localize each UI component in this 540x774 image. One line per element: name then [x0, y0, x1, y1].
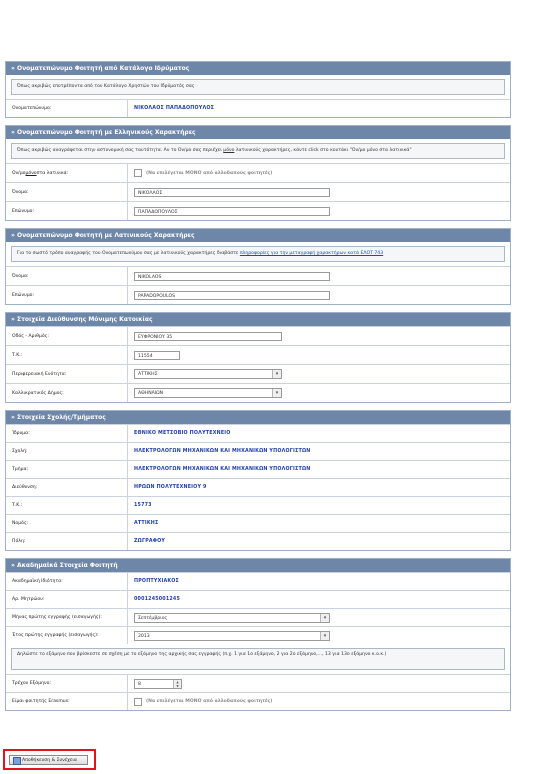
floppy-disk-icon [13, 757, 21, 765]
section-greek-name [5, 125, 511, 221]
section-latin-name [5, 228, 511, 305]
school-address-value: ΗΡΩΩΝ ΠΟΛΥΤΕΧΝΕΙΟΥ 9 [134, 485, 207, 490]
erasmus-note: (Να επιλέγεται ΜΟΝΟ από αλλοδαπούς φοιτητές) [146, 699, 273, 704]
field-label: Τ.Κ.: [6, 346, 128, 364]
region-select[interactable]: ΑΤΤΙΚΗΣ ▾ [134, 369, 282, 379]
elot-info-link[interactable]: πληροφορίες για την μεταγραφή χαρακτήρων κατά ΕΛΟΤ 743 [239, 251, 384, 256]
student-form [5, 61, 511, 718]
faculty-value: ΗΛΕΚΤΡΟΛΟΓΩΝ ΜΗΧΑΝΙΚΩΝ ΚΑΙ ΜΗΧΑΝΙΚΩΝ ΥΠΟΛΟΓΙΣΤΩΝ [134, 449, 311, 454]
section-title: » Ονοματεπώνυμο Φοιτητή με Λατινικούς Χαρακτήρες [6, 229, 510, 242]
form-row-register [6, 590, 510, 608]
field-label: Μήνας πρώτης εγγραφής (εισαγωγής): [6, 609, 128, 626]
notice: Όπως ακριβώς αναγράφεται στην αστυνομική σας ταυτότητα. Αν το Ον/μο σας περιέχει μόνο λατινικούς χαρακτήρες, κάντε click στο κουτάκι "Ον/μο μόνο στα λατινικά" [11, 143, 505, 159]
field-label: Καλλικρατικός Δήμος: [6, 384, 128, 402]
form-row-semester [6, 674, 510, 692]
form-row-year [6, 626, 510, 644]
section-academic [5, 558, 511, 711]
form-row-latin-only [6, 163, 510, 182]
street-input[interactable]: ΕΥΦΡΟΝΙΟΥ 35 [134, 332, 282, 341]
field-label: Αρ. Μητρώου: [6, 591, 128, 608]
latin-first-name-input[interactable]: NIKOLAOS [134, 272, 330, 281]
form-row-institution [6, 424, 510, 442]
field-label: Πόλη: [6, 533, 128, 550]
form-row-zip [6, 345, 510, 364]
notice: Όπως ακριβώς εποτρέποντα από τον Κατάλογο Χρηστών του Ιδρύματός σας [11, 79, 505, 95]
field-label: Ίδρυμα: [6, 425, 128, 442]
chevron-down-icon[interactable]: ▾ [320, 614, 329, 622]
chevron-down-icon[interactable]: ▾ [320, 632, 329, 640]
status-value: ΠΡΟΠΤΥΧΙΑΚΟΣ [134, 579, 180, 584]
field-label: Όνομα: [6, 267, 128, 285]
field-label: Διεύθυνση: [6, 479, 128, 496]
school-zip-value: 15773 [134, 503, 152, 508]
spinner-arrows-icon[interactable]: ▲ ▼ [173, 680, 181, 688]
field-label: Ον/μο μόνο στα λατινικά: [6, 164, 128, 182]
section-title: » Ονοματεπώνυμο Φοιτητή με Ελληνικούς Χαρακτήρες [6, 126, 510, 139]
fullname-value: ΝΙΚΟΛΑΟΣ ΠΑΠΑΔΟΠΟΥΛΟΣ [134, 106, 215, 111]
form-row-municipality [6, 383, 510, 402]
form-row-school-address [6, 478, 510, 496]
section-address [5, 312, 511, 403]
city-value: ΖΩΓΡΑΦΟΥ [134, 539, 166, 544]
form-row-month [6, 608, 510, 626]
section-title: » Ονοματεπώνυμο Φοιτητή από Κατάλογο Ιδρύματος [6, 62, 510, 75]
field-label: Ονοματεπώνυμο: [6, 100, 128, 117]
first-year-select[interactable]: 2013 ▾ [134, 631, 330, 641]
section-title: » Ακαδημαϊκά Στοιχεία Φοιτητή [6, 559, 510, 572]
form-row-latin-first [6, 266, 510, 285]
field-label: Σχολή: [6, 443, 128, 460]
field-label: Ακαδημαϊκή Ιδιότητα: [6, 573, 128, 590]
field-label: Επώνυμο: [6, 202, 128, 220]
field-label: Τ.Κ.: [6, 497, 128, 514]
erasmus-checkbox[interactable] [134, 698, 142, 706]
form-row-street [6, 326, 510, 345]
form-row-greek-first [6, 182, 510, 201]
latin-only-note: (Να επιλέγεται ΜΟΝΟ από αλλοδαπούς φοιτητές) [146, 170, 273, 176]
field-label: Όνομα: [6, 183, 128, 201]
section-registry-name [5, 61, 511, 118]
field-label: Περιφερειακή Ενότητα: [6, 365, 128, 383]
zip-input[interactable]: 11554 [134, 351, 180, 360]
form-row-greek-last [6, 201, 510, 220]
municipality-select[interactable]: ΑΘΗΝΑΙΩΝ ▾ [134, 388, 282, 398]
save-button-label: Αποθήκευση & Συνέχεια [22, 758, 77, 763]
form-row-prefecture [6, 514, 510, 532]
chevron-down-icon[interactable]: ▾ [272, 389, 281, 397]
form-row-status [6, 572, 510, 590]
latin-only-checkbox[interactable] [134, 169, 142, 177]
chevron-down-icon[interactable]: ▾ [272, 370, 281, 378]
semester-stepper[interactable]: 8 ▲ ▼ [134, 679, 182, 689]
field-label: Έτος πρώτης εγγραφής (εισαγωγής): [6, 627, 128, 644]
greek-last-name-input[interactable]: ΠΑΠΑΔΟΠΟΥΛΟΣ [134, 207, 330, 216]
semester-notice: Δηλώστε το εξάμηνο που βρίσκεστε σε σχέση με το εξάμηνο της αρχικής σας εγγραφής (π.χ. 1 για 1ο εξάμηνο, 2 για 2ο εξάμηνο,..., 13 για 13ο εξάμηνο κ.ο.κ.) [11, 648, 505, 670]
first-month-select[interactable]: Σεπτέμβριος ▾ [134, 613, 330, 623]
form-row-faculty [6, 442, 510, 460]
form-row-fullname [6, 99, 510, 117]
field-label: Επώνυμο: [6, 286, 128, 304]
field-label: Νομός: [6, 515, 128, 532]
section-title: » Στοιχεία Σχολής/Τμήματος [6, 411, 510, 424]
field-label: Τρέχον Εξάμηνο: [6, 675, 128, 692]
form-row-erasmus [6, 692, 510, 710]
notice: Για το σωστό τρόπο αναγραφής του Ονοματεπωνύμου σας με λατινικούς χαρακτήρες διαβάστε πληροφορίες για την μεταγραφή χαρακτήρων κατά ΕΛΟΤ 743 [11, 246, 505, 262]
save-highlight [3, 749, 96, 770]
field-label: Είμαι φοιτητής Erasmus: [6, 693, 128, 710]
greek-first-name-input[interactable]: ΝΙΚΟΛΑΟΣ [134, 188, 330, 197]
save-continue-button[interactable] [9, 755, 88, 765]
section-title: » Στοιχεία Διεύθυνσης Μόνιμης Κατοικίας [6, 313, 510, 326]
latin-last-name-input[interactable]: PAPADOPOULOS [134, 291, 330, 300]
form-row-region [6, 364, 510, 383]
prefecture-value: ΑΤΤΙΚΗΣ [134, 521, 159, 526]
field-label: Οδός - Αριθμός: [6, 327, 128, 345]
department-value: ΗΛΕΚΤΡΟΛΟΓΩΝ ΜΗΧΑΝΙΚΩΝ ΚΑΙ ΜΗΧΑΝΙΚΩΝ ΥΠΟΛΟΓΙΣΤΩΝ [134, 467, 311, 472]
field-label: Τμήμα: [6, 461, 128, 478]
form-row-latin-last [6, 285, 510, 304]
register-value: 0001245001245 [134, 597, 180, 602]
section-school [5, 410, 511, 551]
form-row-school-zip [6, 496, 510, 514]
form-row-department [6, 460, 510, 478]
form-row-city [6, 532, 510, 550]
institution-value: ΕΘΝΙΚΟ ΜΕΤΣΟΒΙΟ ΠΟΛΥΤΕΧΝΕΙΟ [134, 431, 231, 436]
